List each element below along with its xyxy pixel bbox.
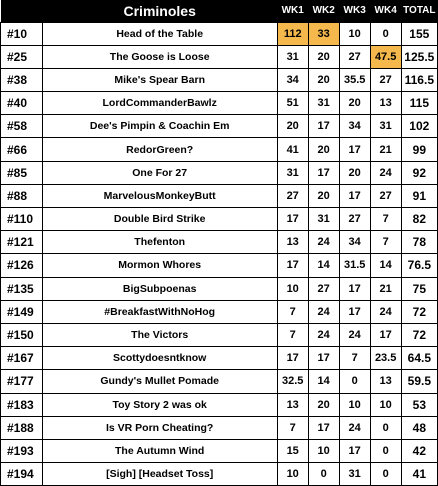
wk4-score: 10 (370, 393, 401, 416)
wk4-score: 7 (370, 208, 401, 231)
wk1-score: 112 (277, 22, 308, 45)
wk4-score: 23.5 (370, 347, 401, 370)
rank-cell: #66 (1, 138, 43, 161)
wk3-score: 35.5 (339, 68, 370, 91)
wk2-score: 14 (308, 370, 339, 393)
table-row (1, 300, 438, 323)
wk3-score: 7 (339, 347, 370, 370)
wk4-score: 47.5 (370, 45, 401, 68)
wk2-score: 20 (308, 45, 339, 68)
rank-cell: #110 (1, 208, 43, 231)
wk4-score: 31 (370, 115, 401, 138)
wk4-score: 0 (370, 463, 401, 486)
wk2-score: 31 (308, 208, 339, 231)
team-name: Gundy's Mullet Pomade (42, 370, 277, 393)
wk4-score: 27 (370, 68, 401, 91)
table-body (1, 22, 438, 486)
wk2-score: 17 (308, 161, 339, 184)
wk1-score: 41 (277, 138, 308, 161)
team-name: Double Bird Strike (42, 208, 277, 231)
rank-cell: #85 (1, 161, 43, 184)
table-row (1, 347, 438, 370)
table-row (1, 184, 438, 207)
wk1-score: 31 (277, 45, 308, 68)
wk2-score: 27 (308, 277, 339, 300)
wk3-score: 24 (339, 416, 370, 439)
wk3-score: 17 (339, 277, 370, 300)
wk2-score: 31 (308, 92, 339, 115)
rank-cell: #149 (1, 300, 43, 323)
wk1-score: 17 (277, 254, 308, 277)
wk2-score: 20 (308, 393, 339, 416)
table-row (1, 68, 438, 91)
table-row (1, 208, 438, 231)
team-name: The Victors (42, 323, 277, 346)
team-name: Dee's Pimpin & Coachin Em (42, 115, 277, 138)
table-row (1, 463, 438, 486)
table-row (1, 45, 438, 68)
wk1-score: 51 (277, 92, 308, 115)
wk2-score: 20 (308, 138, 339, 161)
wk4-score: 14 (370, 254, 401, 277)
table-row (1, 22, 438, 45)
wk2-score: 24 (308, 231, 339, 254)
wk1-score: 32.5 (277, 370, 308, 393)
wk1-score: 17 (277, 208, 308, 231)
wk3-score: 27 (339, 208, 370, 231)
wk1-score: 7 (277, 323, 308, 346)
wk4-score: 21 (370, 277, 401, 300)
wk1-score: 34 (277, 68, 308, 91)
wk3-score: 17 (339, 439, 370, 462)
wk3-score: 34 (339, 231, 370, 254)
total-score: 59.5 (401, 370, 437, 393)
total-score: 91 (401, 184, 437, 207)
wk4-score: 0 (370, 439, 401, 462)
total-score: 155 (401, 22, 437, 45)
rank-cell: #40 (1, 92, 43, 115)
wk1-score: 31 (277, 161, 308, 184)
total-score: 53 (401, 393, 437, 416)
wk4-score: 24 (370, 300, 401, 323)
rank-cell: #121 (1, 231, 43, 254)
table-row (1, 254, 438, 277)
team-name: #BreakfastWithNoHog (42, 300, 277, 323)
team-name: One For 27 (42, 161, 277, 184)
rank-cell: #177 (1, 370, 43, 393)
table-title: Criminoles (42, 0, 277, 22)
team-name: Thefenton (42, 231, 277, 254)
wk2-score: 24 (308, 323, 339, 346)
header-wk1: WK1 (277, 0, 308, 22)
header-total: TOTAL (401, 0, 437, 22)
wk4-score: 7 (370, 231, 401, 254)
team-name: [Sigh] [Headset Toss] (42, 463, 277, 486)
table-row (1, 161, 438, 184)
total-score: 116.5 (401, 68, 437, 91)
wk4-score: 13 (370, 92, 401, 115)
wk3-score: 17 (339, 184, 370, 207)
wk1-score: 17 (277, 347, 308, 370)
wk4-score: 0 (370, 22, 401, 45)
table-row (1, 370, 438, 393)
wk2-score: 24 (308, 300, 339, 323)
wk1-score: 10 (277, 463, 308, 486)
wk1-score: 7 (277, 300, 308, 323)
wk2-score: 17 (308, 347, 339, 370)
team-name: Mormon Whores (42, 254, 277, 277)
total-score: 82 (401, 208, 437, 231)
total-score: 72 (401, 300, 437, 323)
table-row (1, 439, 438, 462)
wk1-score: 7 (277, 416, 308, 439)
table-row (1, 115, 438, 138)
team-name: Is VR Porn Cheating? (42, 416, 277, 439)
wk4-score: 21 (370, 138, 401, 161)
total-score: 76.5 (401, 254, 437, 277)
table-row (1, 138, 438, 161)
rank-cell: #126 (1, 254, 43, 277)
table-row (1, 92, 438, 115)
wk2-score: 20 (308, 184, 339, 207)
team-name: Scottydoesntknow (42, 347, 277, 370)
header-wk4: WK4 (370, 0, 401, 22)
wk3-score: 20 (339, 92, 370, 115)
table-row (1, 393, 438, 416)
wk1-score: 10 (277, 277, 308, 300)
rank-cell: #188 (1, 416, 43, 439)
wk4-score: 24 (370, 161, 401, 184)
wk3-score: 31 (339, 463, 370, 486)
header-wk2: WK2 (308, 0, 339, 22)
wk4-score: 13 (370, 370, 401, 393)
wk3-score: 10 (339, 22, 370, 45)
header-row (1, 0, 438, 22)
total-score: 75 (401, 277, 437, 300)
total-score: 78 (401, 231, 437, 254)
rank-cell: #88 (1, 184, 43, 207)
wk1-score: 13 (277, 231, 308, 254)
rank-cell: #58 (1, 115, 43, 138)
wk3-score: 20 (339, 161, 370, 184)
total-score: 102 (401, 115, 437, 138)
wk2-score: 33 (308, 22, 339, 45)
wk1-score: 20 (277, 115, 308, 138)
rank-cell: #25 (1, 45, 43, 68)
wk2-score: 10 (308, 439, 339, 462)
rank-cell: #167 (1, 347, 43, 370)
wk2-score: 14 (308, 254, 339, 277)
total-score: 99 (401, 138, 437, 161)
total-score: 48 (401, 416, 437, 439)
table-row (1, 323, 438, 346)
wk3-score: 27 (339, 45, 370, 68)
team-name: RedorGreen? (42, 138, 277, 161)
total-score: 115 (401, 92, 437, 115)
wk3-score: 24 (339, 323, 370, 346)
wk1-score: 27 (277, 184, 308, 207)
total-score: 92 (401, 161, 437, 184)
team-name: Head of the Table (42, 22, 277, 45)
wk3-score: 17 (339, 138, 370, 161)
team-name: LordCommanderBawlz (42, 92, 277, 115)
team-name: The Autumn Wind (42, 439, 277, 462)
total-score: 72 (401, 323, 437, 346)
wk2-score: 17 (308, 416, 339, 439)
rank-cell: #183 (1, 393, 43, 416)
team-name: The Goose is Loose (42, 45, 277, 68)
wk3-score: 34 (339, 115, 370, 138)
wk2-score: 0 (308, 463, 339, 486)
rank-cell: #194 (1, 463, 43, 486)
team-name: Toy Story 2 was ok (42, 393, 277, 416)
rank-cell: #10 (1, 22, 43, 45)
wk2-score: 17 (308, 115, 339, 138)
rank-cell: #38 (1, 68, 43, 91)
wk3-score: 17 (339, 300, 370, 323)
total-score: 64.5 (401, 347, 437, 370)
table-row (1, 231, 438, 254)
wk3-score: 31.5 (339, 254, 370, 277)
wk1-score: 15 (277, 439, 308, 462)
team-name: Mike's Spear Barn (42, 68, 277, 91)
wk4-score: 0 (370, 416, 401, 439)
wk3-score: 0 (339, 370, 370, 393)
team-name: MarvelousMonkeyButt (42, 184, 277, 207)
wk2-score: 20 (308, 68, 339, 91)
total-score: 41 (401, 463, 437, 486)
total-score: 125.5 (401, 45, 437, 68)
rank-cell: #150 (1, 323, 43, 346)
wk4-score: 27 (370, 184, 401, 207)
header-rank (1, 0, 43, 22)
wk1-score: 13 (277, 393, 308, 416)
team-name: BigSubpoenas (42, 277, 277, 300)
rank-cell: #135 (1, 277, 43, 300)
header-wk3: WK3 (339, 0, 370, 22)
wk3-score: 10 (339, 393, 370, 416)
total-score: 42 (401, 439, 437, 462)
table-row (1, 416, 438, 439)
wk4-score: 17 (370, 323, 401, 346)
rank-cell: #193 (1, 439, 43, 462)
table-row (1, 277, 438, 300)
